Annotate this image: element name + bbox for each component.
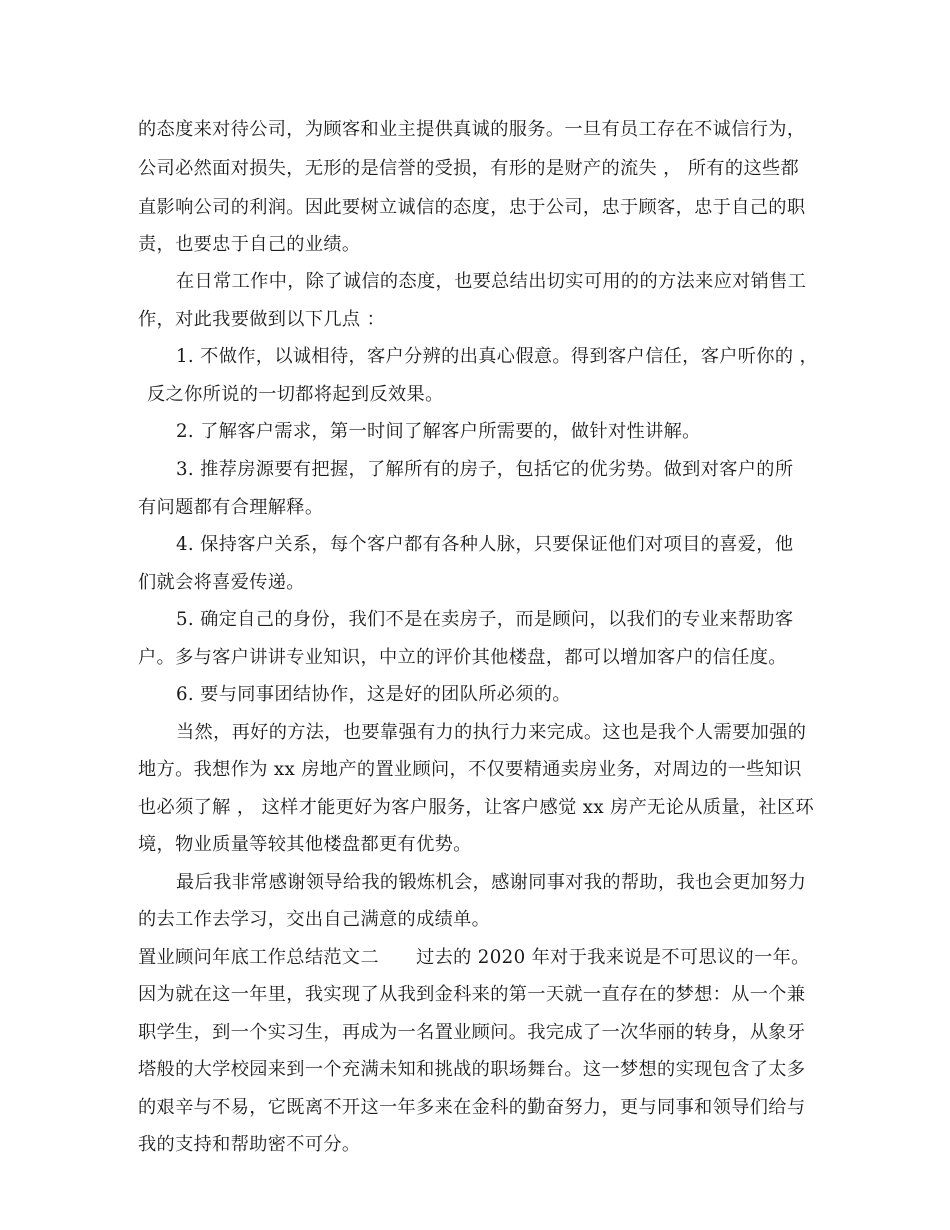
list-item: 5. 确定自己的身份，我们不是在卖房子，而是顾问，以我们的专业来帮助客 (176, 609, 794, 630)
text-line: 境，物业质量等较其他楼盘都更有优势。 (138, 834, 472, 855)
text-line: 塔般的大学校园来到一个充满未知和挑战的职场舞台。这一梦想的实现包含了太多 (138, 1059, 806, 1080)
list-item: 6. 要与同事团结协作，这是好的团队所必须的。 (176, 684, 571, 705)
text-line: 当然，再好的方法，也要靠强有力的执行力来完成。这也是我个人需要加强的 (176, 722, 807, 743)
text-line: 最后我非常感谢领导给我的锻炼机会，感谢同事对我的帮助，我也会更加努力 (176, 872, 807, 893)
text-line: 地方。我想作为 xx 房地产的置业顾问，不仅要精通卖房业务，对周边的一些知识 (138, 759, 802, 780)
text-line: 责，也要忠于自己的业绩。 (138, 234, 361, 255)
text-line: 在日常工作中，除了诚信的态度，也要总结出切实可用的的方法来应对销售工 (176, 271, 807, 292)
text-line: 的去工作去学习，交出自己满意的成绩单。 (138, 909, 491, 930)
text-line: 户。多与客户讲讲专业知识，中立的评价其他楼盘，都可以增加客户的信任度。 (138, 647, 787, 668)
section-heading-line: 置业顾问年底工作总结范文二 过去的 2020 年对于我来说是不可思议的一年。 (138, 947, 810, 968)
list-item: 4. 保持客户关系，每个客户都有各种人脉，只要保证他们对项目的喜爱，他 (176, 534, 794, 555)
text-line: 们就会将喜爱传递。 (138, 572, 305, 593)
text-line: 的态度来对待公司，为顾客和业主提供真诚的服务。一旦有员工存在不诚信行为， (138, 119, 806, 140)
text-line: 直影响公司的利润。因此要树立诚信的态度，忠于公司，忠于顾客，忠于自己的职 (138, 197, 806, 218)
list-item: 1. 不做作，以诚相待，客户分辨的出真心假意。得到客户信任，客户听你的 ， (176, 346, 819, 367)
text-line: 也必须了解 ， 这样才能更好为客户服务，让客户感觉 xx 房产无论从质量，社区环 (138, 797, 815, 818)
text-line: 职学生，到一个实习生，再成为一名置业顾问。我完成了一次华丽的转身，从象牙 (138, 1022, 806, 1043)
text-line: 反之你所说的一切都将起到反效果。 (147, 384, 444, 405)
text-line: 因为就在这一年里，我实现了从我到金科来的第一天就一直存在的梦想：从一个兼 (138, 984, 806, 1005)
text-line: 有问题都有合理解释。 (138, 497, 324, 518)
list-item: 3. 推荐房源要有把握，了解所有的房子，包括它的优劣势。做到对客户的所 (176, 459, 794, 480)
text-line: 公司必然面对损失，无形的是信誉的受损，有形的是财产的流失 ， 所有的这些都 (138, 158, 800, 179)
text-line: 作，对此我要做到以下几点 ： (138, 309, 386, 330)
text-line: 的艰辛与不易，它既离不开这一年多来在金科的勤奋努力，更与同事和领导们给与 (138, 1097, 806, 1118)
text-line: 我的支持和帮助密不可分。 (138, 1134, 361, 1155)
list-item: 2. 了解客户需求，第一时间了解客户所需要的，做针对性讲解。 (176, 421, 701, 442)
